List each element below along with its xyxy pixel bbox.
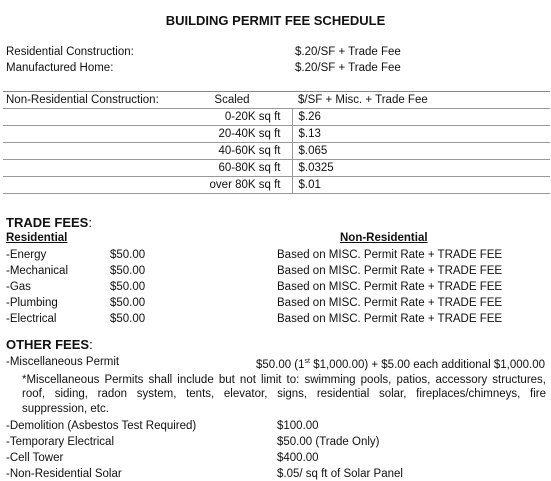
misc-permit-label: -Miscellaneous Permit bbox=[6, 356, 120, 368]
scaled-label: Scaled bbox=[190, 92, 292, 109]
range-cell: 60-80K sq ft bbox=[190, 160, 292, 177]
trade-item-nonres: Based on MISC. Permit Rate + TRADE FEE bbox=[277, 249, 503, 261]
trade-item-name: -Electrical bbox=[6, 313, 57, 325]
price-cell: $.0325 bbox=[292, 160, 550, 177]
other-item-fee: $.05/ sq ft of Solar Panel bbox=[277, 468, 403, 480]
price-cell: $.26 bbox=[292, 109, 550, 126]
range-cell: 0-20K sq ft bbox=[190, 109, 292, 126]
nonresidential-fee-table bbox=[3, 91, 550, 194]
table-row bbox=[3, 109, 550, 126]
trade-item-fee: $50.00 bbox=[110, 249, 146, 261]
table-row bbox=[3, 177, 550, 194]
trade-item-fee: $50.00 bbox=[110, 313, 146, 325]
manufactured-home-label: Manufactured Home: bbox=[6, 62, 114, 74]
range-cell: over 80K sq ft bbox=[190, 177, 292, 194]
trade-item-fee: $50.00 bbox=[110, 297, 146, 309]
range-cell: 20-40K sq ft bbox=[190, 126, 292, 143]
misc-permit-note: *Miscellaneous Permits shall include but not limit to: swimming pools, patios, accessory structures, roof, siding, radon system, tents, elevator, signs, residential solar, fireplaces/chimneys, fire suppression, etc. bbox=[22, 374, 546, 415]
trade-item-nonres: Based on MISC. Permit Rate + TRADE FEE bbox=[277, 313, 503, 325]
trade-fees-heading-text: TRADE FEES bbox=[6, 215, 89, 230]
residential-construction-label: Residential Construction: bbox=[6, 46, 134, 58]
misc-value-start: $50.00 (1 bbox=[255, 358, 305, 371]
other-item-name: -Non-Residential Solar bbox=[6, 468, 122, 480]
rate-label: $/SF + Misc. + Trade Fee bbox=[292, 92, 550, 109]
trade-item-fee: $50.00 bbox=[110, 265, 146, 277]
other-fees-colon: : bbox=[89, 337, 93, 352]
table-row bbox=[3, 143, 550, 160]
misc-value-end: $1,000.00) + $5.00 each additional $1,000.00 bbox=[310, 358, 545, 371]
other-item-fee: $100.00 bbox=[277, 420, 319, 432]
misc-value-superscript: st bbox=[304, 358, 310, 365]
price-cell: $.01 bbox=[292, 177, 550, 194]
trade-item-nonres: Based on MISC. Permit Rate + TRADE FEE bbox=[277, 265, 503, 277]
range-cell: 40-60K sq ft bbox=[190, 143, 292, 160]
trade-item-name: -Plumbing bbox=[6, 297, 58, 309]
trade-fees-colon: : bbox=[88, 215, 92, 230]
manufactured-home-value: $.20/SF + Trade Fee bbox=[295, 62, 401, 74]
nonresidential-label: Non-Residential Construction: bbox=[3, 92, 190, 109]
other-fees-heading bbox=[6, 337, 93, 352]
other-item-fee: $50.00 (Trade Only) bbox=[277, 436, 380, 448]
residential-construction-value: $.20/SF + Trade Fee bbox=[295, 46, 401, 58]
page-title: BUILDING PERMIT FEE SCHEDULE bbox=[165, 13, 386, 28]
table-row bbox=[3, 160, 550, 177]
table-header-row bbox=[3, 92, 550, 109]
other-fees-heading-text: OTHER FEES bbox=[6, 337, 90, 352]
nonresidential-column-heading: Non-Residential bbox=[340, 232, 428, 244]
trade-item-fee: $50.00 bbox=[110, 281, 146, 293]
other-item-name: -Temporary Electrical bbox=[6, 436, 114, 448]
trade-item-nonres: Based on MISC. Permit Rate + TRADE FEE bbox=[277, 297, 503, 309]
price-cell: $.13 bbox=[292, 126, 550, 143]
other-item-name: -Cell Tower bbox=[6, 452, 64, 464]
trade-item-name: -Gas bbox=[6, 281, 31, 293]
price-cell: $.065 bbox=[292, 143, 550, 160]
trade-item-name: -Energy bbox=[6, 249, 47, 261]
misc-permit-value bbox=[256, 355, 545, 372]
trade-fees-heading bbox=[6, 215, 92, 230]
other-item-fee: $400.00 bbox=[277, 452, 319, 464]
residential-column-heading: Residential bbox=[6, 232, 68, 244]
table-row bbox=[3, 126, 550, 143]
trade-item-name: -Mechanical bbox=[6, 265, 68, 277]
other-item-name: -Demolition (Asbestos Test Required) bbox=[6, 420, 197, 432]
trade-item-nonres: Based on MISC. Permit Rate + TRADE FEE bbox=[277, 281, 503, 293]
